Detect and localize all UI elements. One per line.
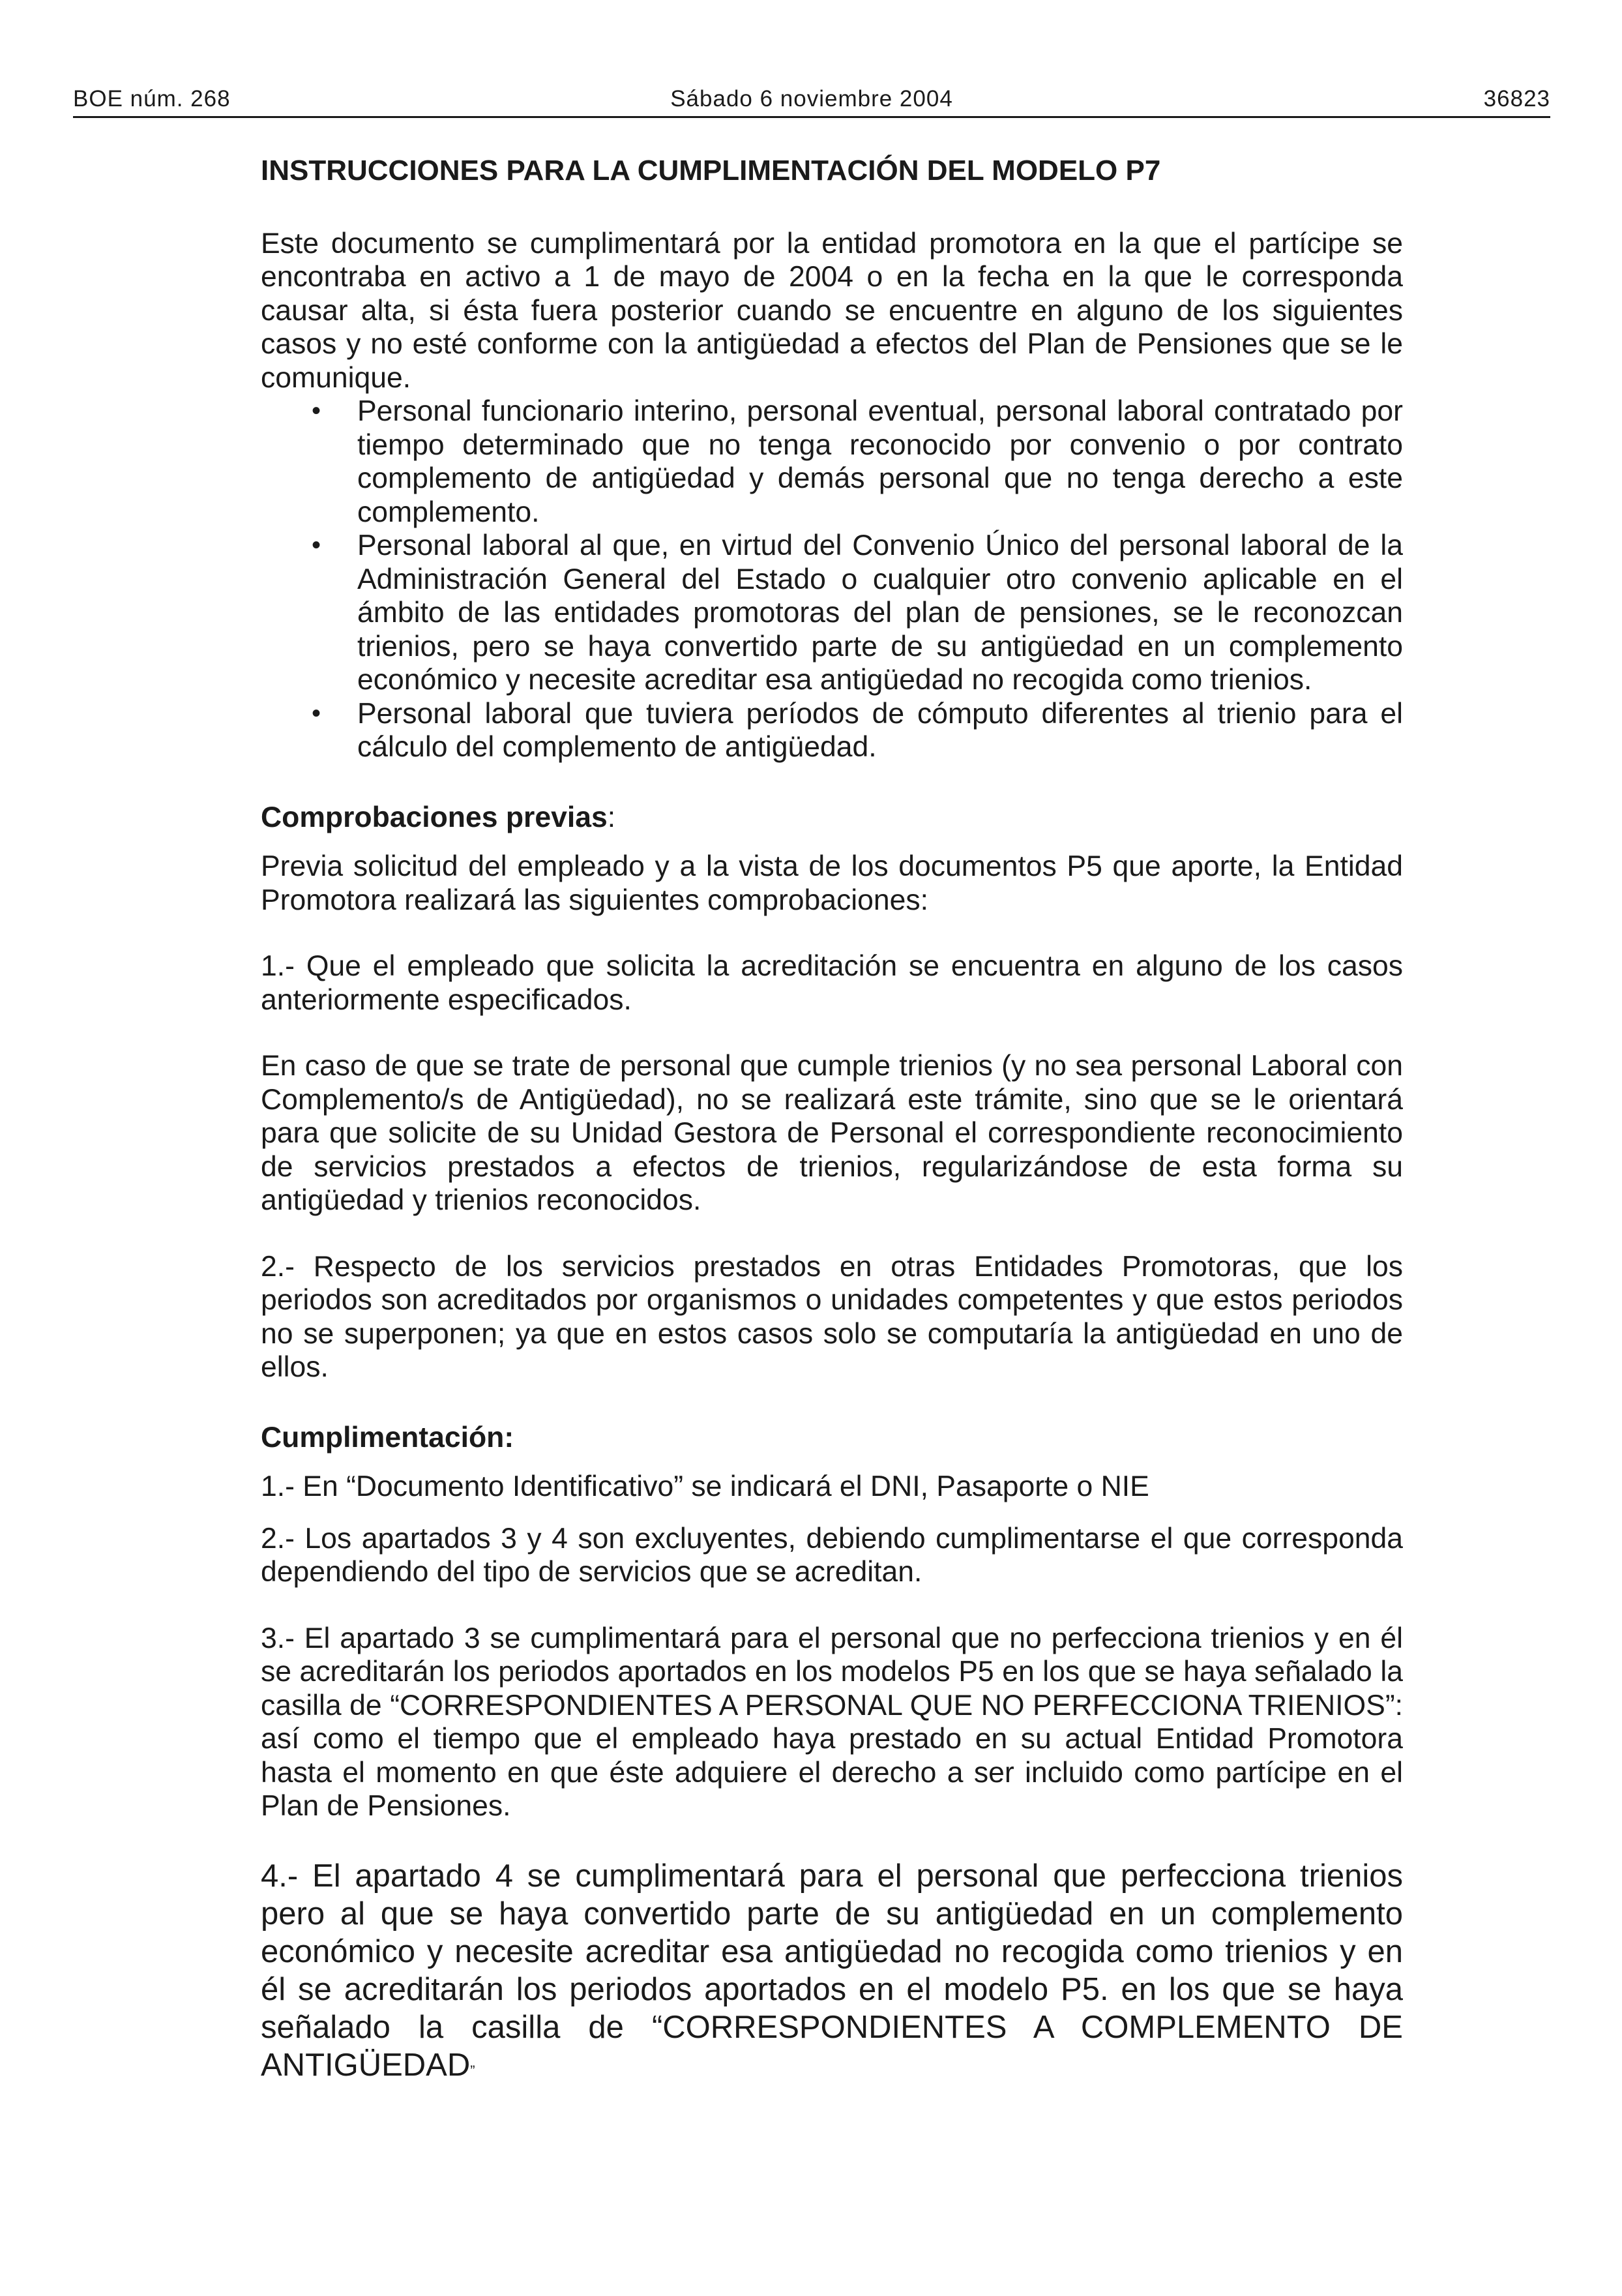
heading-colon: :: [607, 801, 616, 833]
list-item-text: Personal laboral que tuviera períodos de cómputo diferentes al trienio para el cálculo del complemento de antigüedad.: [357, 697, 1403, 763]
cumplimentacion-item-4-block: [261, 1857, 1403, 2090]
list-item: [261, 395, 1403, 529]
list-item: [261, 529, 1403, 697]
bullet-icon: •: [312, 396, 321, 425]
cumplimentacion-item-4: [261, 1857, 1403, 2090]
cumplimentacion-heading: Cumplimentación:: [261, 1421, 514, 1454]
bullet-icon: •: [312, 698, 321, 728]
list-item-text: Personal funcionario interino, personal eventual, personal laboral contratado por tiempo determinado que no tenga reconocido por convenio o por contrato complemento de antigüedad y demás personal que no tenga derecho a este complemento.: [357, 395, 1403, 528]
page-header: [73, 82, 1550, 118]
comprobaciones-paragraph: En caso de que se trate de personal que cumple trienios (y no sea personal Laboral con Complemento/s de Antigüedad), no se realizará este trámite, sino que se le orientará para que solicite de su Unidad Gestora de Personal el correspondiente reconocimiento de servicios prestados a efectos de trienios, regularizándose de esta forma su antigüedad y trienios reconocidos.: [261, 1050, 1403, 1216]
document-body: [261, 149, 1403, 2090]
cumplimentacion-item-4-text: 4.- El apartado 4 se cumplimentará para el personal que perfecciona trienios pero al que se haya convertido parte de su antigüedad en un complemento económico y necesite acreditar esa antigüedad no recogida como trienios y en él se acreditarán los periodos aportados en el modelo P5. en los que se haya señalado la casilla de “CORRESPONDIENTES A COMPLEMENTO DE ANTIGÜEDAD: [261, 1858, 1403, 2083]
list-item: [261, 697, 1403, 764]
document-title: INSTRUCCIONES PARA LA CUMPLIMENTACIÓN DEL MODELO P7: [261, 155, 1161, 186]
header-date: Sábado 6 noviembre 2004: [670, 86, 953, 112]
comprobaciones-item-1: 1.- Que el empleado que solicita la acreditación se encuentra en alguno de los casos anteriormente especificados.: [261, 950, 1403, 1016]
cumplimentacion-item-1: 1.- En “Documento Identificativo” se indicará el DNI, Pasaporte o NIE: [261, 1470, 1149, 1502]
cases-list: [261, 395, 1403, 764]
header-bulletin-number: BOE núm. 268: [73, 86, 231, 112]
cumplimentacion-item-2: 2.- Los apartados 3 y 4 son excluyentes, debiendo cumplimentarse el que corresponda dependiendo del tipo de servicios que se acreditan.: [261, 1522, 1403, 1588]
cumplimentacion-item-3: 3.- El apartado 3 se cumplimentará para el personal que no perfecciona trienios y en él se acreditarán los periodos aportados en los modelos P5 en los que se haya señalado la casilla de “CORRESPONDIENTES A PERSONAL QUE NO PERFECCIONA TRIENIOS”: así como el tiempo que el empleado haya prestado en su actual Entidad Promotora hasta el momento en que éste adquiere el derecho a ser incluido como partícipe en el Plan de Pensiones.: [261, 1622, 1403, 1822]
list-item-text: Personal laboral al que, en virtud del Convenio Único del personal laboral de la Administración General del Estado o cualquier otro convenio aplicable en el ámbito de las entidades promotoras del plan de pensiones, se le reconozcan trienios, pero se haya convertido parte de su antigüedad en un complemento económico y necesite acreditar esa antigüedad no recogida como trienios.: [357, 529, 1403, 696]
comprobaciones-heading: [261, 801, 1403, 835]
comprobaciones-intro: Previa solicitud del empleado y a la vista de los documentos P5 que aporte, la Entidad Promotora realizará las siguientes comprobaciones:: [261, 850, 1403, 916]
comprobaciones-heading-text: Comprobaciones previas: [261, 801, 608, 833]
header-page-number: 36823: [1483, 86, 1550, 112]
comprobaciones-item-2: 2.- Respecto de los servicios prestados en otras Entidades Promotoras, que los periodos son acreditados por organismos o unidades competentes y que estos periodos no se superponen; ya que en estos casos solo se computaría la antigüedad en uno de ellos.: [261, 1250, 1403, 1383]
bullet-icon: •: [312, 531, 321, 559]
intro-paragraph: Este documento se cumplimentará por la entidad promotora en la que el partícipe se encontraba en activo a 1 de mayo de 2004 o en la fecha en la que le corresponda causar alta, si ésta fuera posterior cuando se encuentre en alguno de los siguientes casos y no esté conforme con la antigüedad a efectos del Plan de Pensiones que se le comunique.: [261, 227, 1403, 394]
closing-quote: ”: [470, 2062, 475, 2079]
